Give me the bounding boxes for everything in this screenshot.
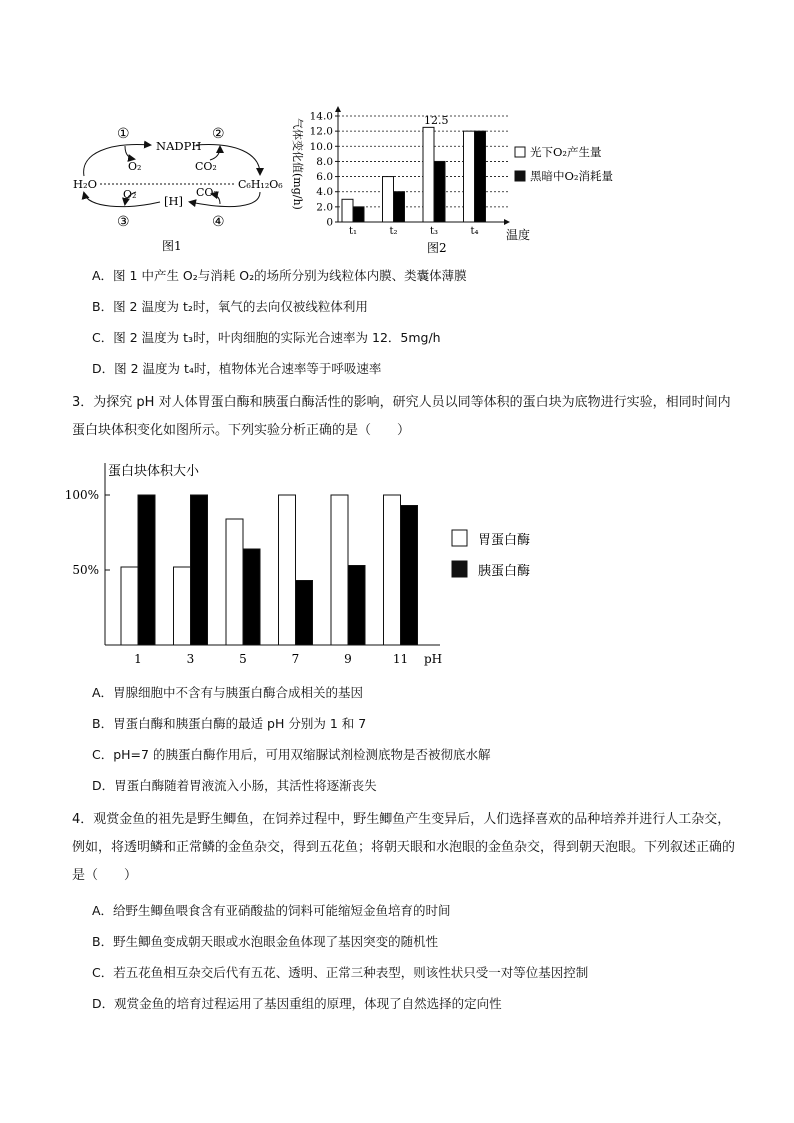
- fig3-bar-trypsin: [191, 495, 208, 645]
- fig2-bar-dark: [434, 161, 445, 222]
- fig2-ytick-label: 4.0: [316, 186, 333, 199]
- fig3-xtick-label: 5: [239, 652, 247, 666]
- q3-bar-chart: [60, 455, 560, 670]
- q3-option-b: B．胃蛋白酶和胰蛋白酶的最适 pH 分别为 1 和 7: [92, 716, 367, 731]
- figure-1-caption: 图1: [162, 239, 182, 253]
- fig3-bar-trypsin: [401, 506, 418, 646]
- marker-2: ②: [212, 126, 225, 142]
- marker-3: ③: [117, 214, 130, 230]
- q2-option-c: C．图 2 温度为 t₃时，叶肉细胞的实际光合速率为 12．5mg/h: [92, 330, 441, 345]
- fig3-bar-pepsin: [384, 495, 401, 645]
- fig2-ytick-label: 10.0: [309, 140, 333, 153]
- legend-light-swatch: [515, 147, 525, 157]
- fig2-xtick-label: t₄: [470, 226, 479, 237]
- co2-bottom-label: CO₂: [196, 186, 218, 199]
- q4-option-a: A．给野生鲫鱼喂食含有亚硝酸盐的饲料可能缩短金鱼培育的时间: [92, 903, 451, 918]
- q4-option-c: C．若五花鱼相互杂交后代有五花、透明、正常三种表型，则该性状只受一对等位基因控制: [92, 965, 589, 980]
- q3-option-c: C．pH=7 的胰蛋白酶作用后，可用双缩脲试剂检测底物是否被彻底水解: [92, 747, 491, 762]
- fig3-bar-pepsin: [174, 567, 191, 645]
- q3-option-d: D．胃蛋白酶随着胃液流入小肠，其活性将逐渐丧失: [92, 778, 377, 793]
- fig2-ytick-label: 14.0: [309, 110, 333, 123]
- q2-option-d: D．图 2 温度为 t₄时，植物体光合速率等于呼吸速率: [92, 361, 382, 376]
- arrow-co2-top-in: [210, 147, 220, 160]
- fig2-ytick-label: 12.0: [309, 125, 333, 138]
- fig2-xtick-label: t₁: [348, 226, 358, 237]
- fig3-bar-trypsin: [348, 566, 365, 646]
- arrow-h-to-h2o: [84, 193, 160, 207]
- fig2-xlabel: 温度: [506, 228, 531, 242]
- fig2-bar-light: [383, 177, 394, 222]
- arrow-to-o2-top: [125, 146, 134, 159]
- q4-option-d: D．观赏金鱼的培育过程运用了基因重组的原理，体现了自然选择的定向性: [92, 996, 502, 1011]
- fig3-bar-pepsin: [226, 519, 243, 645]
- legend-trypsin-swatch: [452, 561, 467, 577]
- fig3-xtick-label: 1: [134, 652, 142, 666]
- fig2-ytick-label: 6.0: [316, 171, 333, 184]
- legend-dark-label: 黑暗中O₂消耗量: [530, 169, 614, 183]
- q3-stem: 3．为探究 pH 对人体胃蛋白酶和胰蛋白酶活性的影响，研究人员以同等体积的蛋白块为底物进行实验，相同时间内蛋白块体积变化如图所示。下列实验分析正确的是（ ）: [72, 395, 731, 438]
- fig2-bar-dark: [353, 207, 364, 222]
- fig2-xtick-label: t₃: [429, 226, 439, 237]
- q2-option-b: B．图 2 温度为 t₂时，氧气的去向仅被线粒体利用: [92, 299, 368, 314]
- fig3-xtick-label: 3: [186, 652, 195, 666]
- fig2-ytick-label: 2.0: [316, 201, 333, 214]
- fig2-ytick-label: 8.0: [316, 155, 333, 168]
- fig2-ytick-label: 0: [326, 216, 333, 229]
- q2-option-a: A．图 1 中产生 O₂与消耗 O₂的场所分别为线粒体内膜、类囊体薄膜: [92, 268, 467, 283]
- h-label: [H]: [164, 194, 184, 208]
- fig3-xlabel: pH: [424, 652, 443, 666]
- fig3-xtick-label: 11: [392, 652, 409, 666]
- figure-1-diagram: [70, 118, 295, 258]
- fig2-bar-light: [464, 131, 475, 222]
- fig2-bar-dark: [475, 131, 486, 222]
- h2o-label: H₂O: [73, 177, 98, 191]
- fig3-xtick-label: 9: [344, 652, 352, 666]
- glucose-label: C₆H₁₂O₆: [238, 178, 283, 191]
- o2-top-label: O₂: [128, 160, 142, 173]
- fig2-xtick-label: t₂: [389, 226, 398, 237]
- fig2-y-arrow: [335, 106, 341, 112]
- fig3-ytick-label: 100%: [64, 488, 99, 502]
- marker-1: ①: [117, 126, 130, 142]
- o2-bottom-label: O₂: [123, 188, 137, 201]
- fig3-bar-pepsin: [121, 567, 138, 645]
- fig2-bar-dark: [394, 192, 405, 222]
- fig2-ylabel: 气体变化值(mg/h): [291, 118, 304, 210]
- fig3-bar-trypsin: [296, 581, 313, 646]
- co2-top-label: CO₂: [195, 160, 217, 173]
- fig3-bar-trypsin: [138, 495, 155, 645]
- legend-light-label: 光下O₂产生量: [530, 145, 602, 159]
- fig2-caption: 图2: [427, 241, 447, 254]
- fig3-bar-trypsin: [243, 549, 260, 645]
- bar-value-label: 12.5: [424, 114, 449, 127]
- legend-dark-swatch: [515, 171, 525, 181]
- q4-stem: 4．观赏金鱼的祖先是野生鲫鱼，在饲养过程中，野生鲫鱼产生变异后，人们选择喜欢的品种培养并进行人工杂交，例如，将透明鳞和正常鳞的金鱼杂交，得到五花鱼；将朝天眼和水泡眼的金鱼杂交，得到朝天泡眼。下列叙述正确的是（ ）: [72, 812, 736, 883]
- fig2-bar-light: [423, 127, 434, 222]
- figure-2-bar-chart: [288, 104, 648, 254]
- fig3-bar-pepsin: [279, 495, 296, 645]
- q3-option-a: A．胃腺细胞中不含有与胰蛋白酶合成相关的基因: [92, 685, 364, 700]
- fig3-ylabel: 蛋白块体积大小: [108, 464, 200, 479]
- fig2-bar-light: [342, 199, 353, 222]
- fig2-x-arrow: [504, 219, 510, 225]
- legend-pepsin-label: 胃蛋白酶: [478, 533, 531, 548]
- q4-option-b: B．野生鲫鱼变成朝天眼或水泡眼金鱼体现了基因突变的随机性: [92, 934, 439, 949]
- legend-trypsin-label: 胰蛋白酶: [478, 564, 531, 579]
- fig3-bar-pepsin: [331, 495, 348, 645]
- nadph-label: NADPH: [156, 139, 202, 153]
- marker-4: ④: [212, 214, 225, 230]
- fig3-xtick-label: 7: [291, 652, 300, 666]
- fig3-ytick-label: 50%: [72, 563, 99, 577]
- legend-pepsin-swatch: [452, 530, 467, 546]
